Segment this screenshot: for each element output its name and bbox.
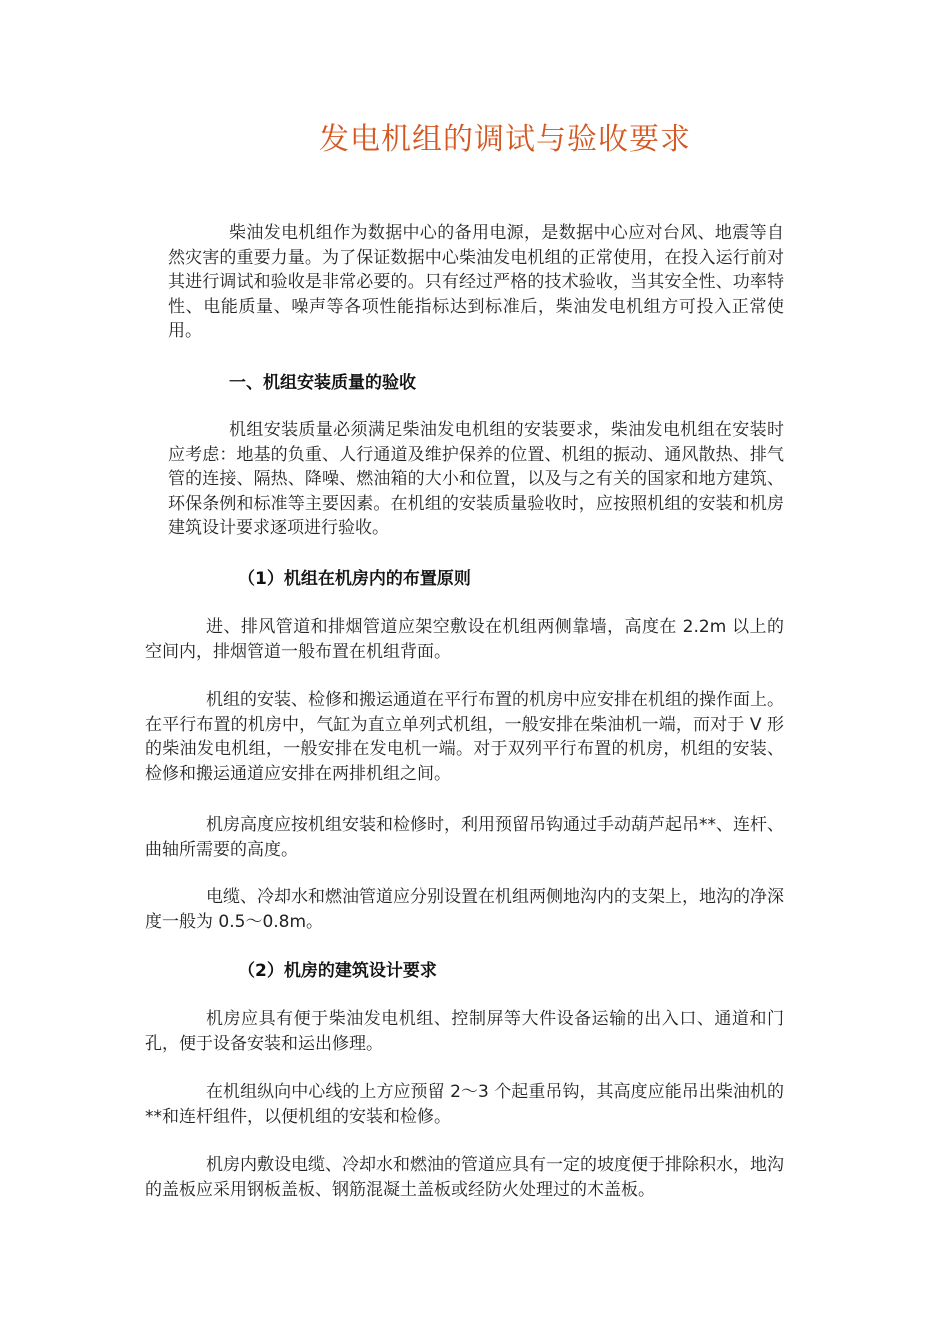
sub1-paragraph-4: 电缆、冷却水和燃油管道应分别设置在机组两侧地沟内的支架上，地沟的净深度一般为 0.5～0.8m。 [145, 887, 784, 932]
section1-paragraph: 机组安装质量必须满足柴油发电机组的安装要求，柴油发电机组在安装时应考虑：地基的负重、人行通道及维护保养的位置、机组的振动、通风散热、排气管的连接、隔热、降噪、燃油箱的大小和位置，以及与之有关的国家和地方建筑、环保条例和标准等主要因素。在机组的安装质量验收时，应按照机组的安装和机房建筑设计要求逐项进行验收。 [168, 420, 784, 538]
sub2-paragraph-3: 机房内敷设电缆、冷却水和燃油的管道应具有一定的坡度便于排除积水，地沟的盖板应采用钢板盖板、钢筋混凝土盖板或经防火处理过的木盖板。 [145, 1155, 784, 1200]
subheading-building-design: （2）机房的建筑设计要求 [238, 961, 437, 981]
sub1-paragraph-2: 机组的安装、检修和搬运通道在平行布置的机房中应安排在机组的操作面上。在平行布置的机房中，气缸为直立单列式机组，一般安排在柴油机一端，而对于 V 形的柴油发电机组，一般安排在发电机一端。对于双列平行布置的机房，机组的安装、检修和搬运通道应安排在两排机组之间。 [145, 690, 784, 784]
intro-paragraph: 柴油发电机组作为数据中心的备用电源，是数据中心应对台风、地震等自然灾害的重要力量。为了保证数据中心柴油发电机组的正常使用，在投入运行前对其进行调试和验收是非常必要的。只有经过严格的技术验收，当其安全性、功率特性、电能质量、噪声等各项性能指标达到标准后，柴油发电机组方可投入正常使用。 [168, 223, 784, 341]
sub2-paragraph-1: 机房应具有便于柴油发电机组、控制屏等大件设备运输的出入口、通道和门孔，便于设备安装和运出修理。 [145, 1009, 784, 1054]
document-title: 发电机组的调试与验收要求 [319, 122, 691, 157]
subheading-layout-principles: （1）机组在机房内的布置原则 [238, 569, 471, 589]
sub1-paragraph-3: 机房高度应按机组安装和检修时，利用预留吊钩通过手动葫芦起吊**、连杆、曲轴所需要的高度。 [145, 815, 784, 860]
sub2-paragraph-2: 在机组纵向中心线的上方应预留 2～3 个起重吊钩，其高度应能吊出柴油机的**和连杆组件，以便机组的安装和检修。 [145, 1082, 784, 1127]
sub1-paragraph-1: 进、排风管道和排烟管道应架空敷设在机组两侧靠墙，高度在 2.2m 以上的空间内，排烟管道一般布置在机组背面。 [145, 617, 784, 662]
section-heading-installation-quality: 一、机组安装质量的验收 [229, 373, 416, 393]
